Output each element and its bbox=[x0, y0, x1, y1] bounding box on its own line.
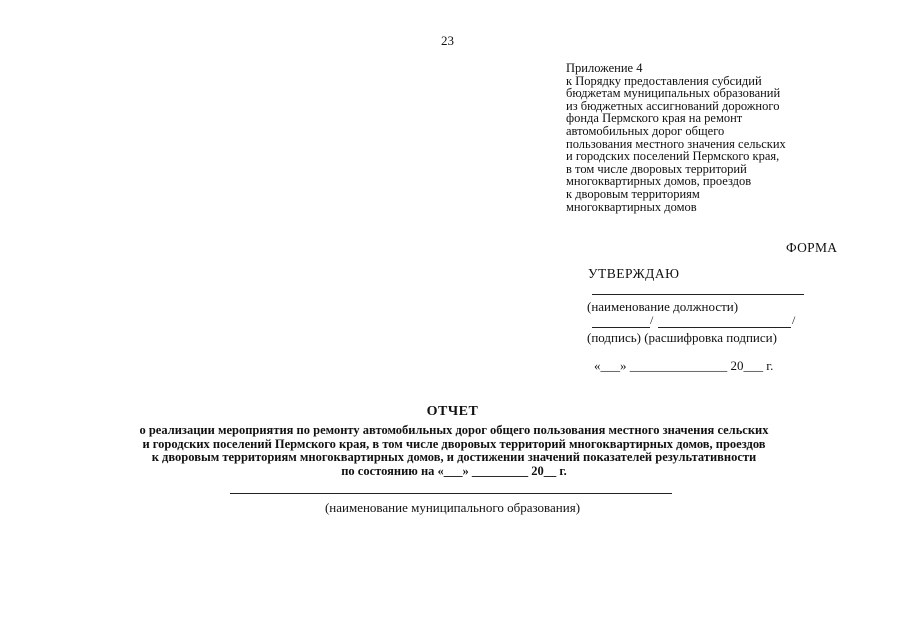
appendix-line: автомобильных дорог общего bbox=[566, 123, 725, 138]
report-line: и городских поселений Пермского края, в том числе дворовых территорий многоквартирных домов, проездов bbox=[142, 436, 766, 451]
municipality-caption: (наименование муниципального образования) bbox=[324, 500, 581, 515]
appendix-line: бюджетам муниципальных образований bbox=[566, 86, 781, 101]
approve-heading: УТВЕРЖДАЮ bbox=[588, 266, 680, 281]
position-caption: (наименование должности) bbox=[587, 299, 739, 314]
appendix-line: к дворовым территориям bbox=[566, 186, 700, 201]
appendix-line: к Порядку предоставления субсидий bbox=[566, 73, 762, 88]
page-number: 23 bbox=[441, 33, 454, 48]
appendix-line: фонда Пермского края на ремонт bbox=[566, 111, 743, 126]
decryption-separator: / bbox=[792, 313, 796, 327]
report-description bbox=[40, 424, 868, 478]
report-line: о реализации мероприятия по ремонту автомобильных дорог общего пользования местного значения сельских bbox=[139, 423, 769, 437]
approval-date-line: «___» _______________ 20___ г. bbox=[594, 358, 774, 373]
appendix-line: из бюджетных ассигнований дорожного bbox=[566, 98, 780, 113]
appendix-line: многоквартирных домов, проездов bbox=[566, 174, 752, 189]
form-label: ФОРМА bbox=[786, 240, 838, 255]
decryption-line bbox=[658, 327, 791, 328]
appendix-line: в том числе дворовых территорий bbox=[566, 161, 747, 176]
report-line: по состоянию на «___» _________ 20__ г. bbox=[341, 463, 567, 478]
appendix-line: и городских поселений Пермского края, bbox=[566, 149, 780, 164]
appendix-block bbox=[566, 62, 786, 213]
report-line: к дворовым территориям многоквартирных домов, и достижении значений показателей результативности bbox=[151, 450, 757, 465]
municipality-line bbox=[230, 493, 672, 494]
position-line bbox=[592, 294, 804, 295]
report-title: ОТЧЕТ bbox=[426, 404, 479, 419]
signature-line bbox=[592, 327, 650, 328]
appendix-title: Приложение 4 bbox=[566, 61, 643, 75]
appendix-line: многоквартирных домов bbox=[566, 199, 697, 214]
signature-separator: / bbox=[650, 313, 654, 327]
appendix-line: пользования местного значения сельских bbox=[566, 136, 786, 151]
signature-caption: (подпись) (расшифровка подписи) bbox=[587, 330, 777, 345]
